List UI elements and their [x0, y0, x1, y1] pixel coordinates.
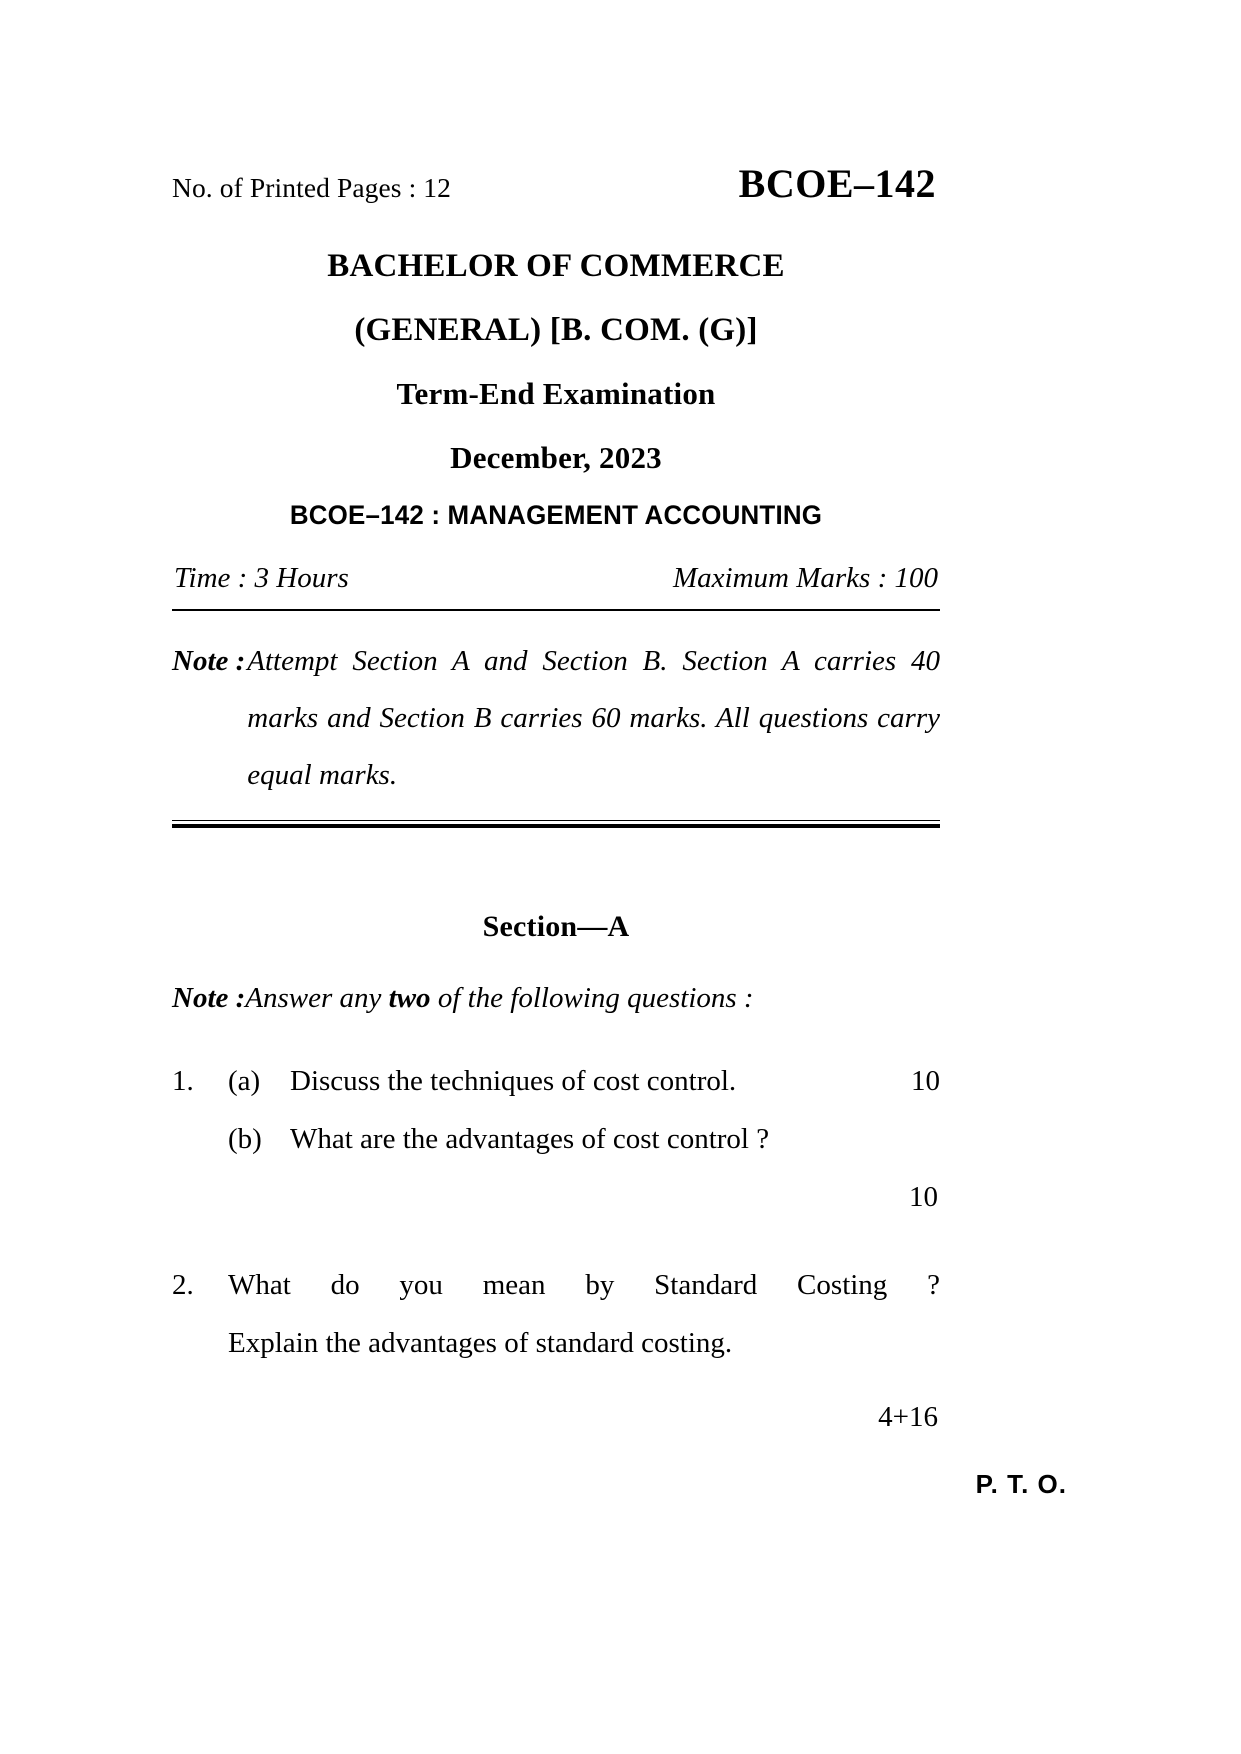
section-a-note-pre: Answer any — [245, 982, 389, 1014]
section-a-note-emphasis: two — [388, 982, 431, 1014]
question-row — [172, 1256, 940, 1372]
question-text: What are the advantages of cost control ? — [290, 1123, 770, 1155]
question-number: 2. — [172, 1269, 194, 1301]
question-text-line-2: Explain the advantages of standard costing. — [228, 1327, 733, 1359]
section-a-note-post: of the following questions : — [430, 982, 754, 1014]
paper-code: BCOE–142 — [738, 161, 936, 206]
page-footer — [172, 1460, 1069, 1500]
question-number: 1. — [172, 1065, 194, 1097]
maximum-marks: Maximum Marks : 100 — [673, 562, 938, 594]
page-content — [172, 160, 940, 1446]
divider-rule-thick — [172, 824, 940, 828]
question-text-line-1: What do you mean by Standard Costing ? — [228, 1269, 940, 1301]
question-row — [172, 1052, 940, 1110]
question-marks: 4+16 — [878, 1401, 938, 1433]
section-a-note-label: Note : — [172, 982, 246, 1014]
page-header — [172, 160, 940, 214]
time-allowed: Time : 3 Hours — [174, 562, 349, 594]
pto-label: P. T. O. — [975, 1469, 1067, 1499]
divider-rule-top — [172, 609, 940, 611]
degree-title-line-1: BACHELOR OF COMMERCE — [327, 248, 785, 284]
section-a-note — [172, 974, 940, 1022]
exam-session-line: December, 2023 — [450, 440, 662, 475]
question-list — [172, 1052, 940, 1446]
degree-title-line-2: (GENERAL) [B. COM. (G)] — [354, 312, 758, 348]
general-note-label: Note : — [172, 645, 246, 677]
divider-rule-thin — [172, 820, 940, 821]
question-part-label: (b) — [228, 1123, 262, 1155]
question-marks: 10 — [911, 1065, 940, 1097]
printed-pages-label: No. of Printed Pages : 12 — [172, 172, 452, 203]
section-a-heading: Section—A — [482, 910, 630, 943]
question-marks: 10 — [909, 1181, 938, 1213]
general-note — [172, 633, 940, 804]
question-text: Discuss the techniques of cost control. — [290, 1065, 737, 1097]
question-part-label: (a) — [228, 1065, 261, 1097]
exam-title-block — [172, 234, 940, 540]
divider-rule-double — [172, 820, 940, 828]
exam-type-line: Term-End Examination — [396, 376, 716, 411]
exam-meta-row — [172, 562, 940, 595]
general-note-text: Attempt Section A and Section B. Section A carries 40 marks and Section B carries 60 marks. All questions carry equal marks. — [247, 645, 940, 791]
subject-title: BCOE–142 : MANAGEMENT ACCOUNTING — [289, 500, 823, 530]
question-row — [172, 1110, 940, 1168]
